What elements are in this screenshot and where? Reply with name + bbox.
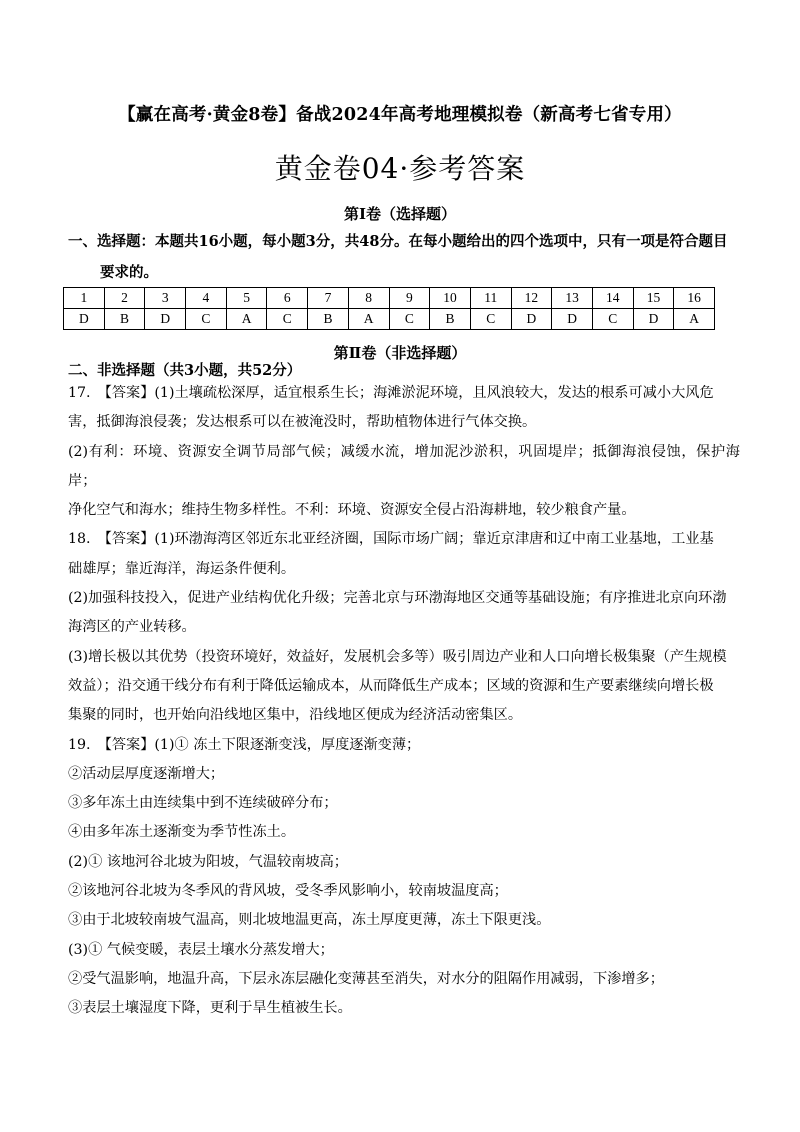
question-number-cell: 7: [308, 288, 349, 309]
answer-line: ③表层土壤湿度下降，更利于旱生植被生长。: [68, 1000, 352, 1017]
question-number-cell: 4: [186, 288, 227, 309]
question-number-cell: 5: [226, 288, 267, 309]
answer-line: (3)① 气候变暖，表层土壤水分蒸发增大；: [68, 941, 334, 958]
question-number-cell: 1: [64, 288, 105, 309]
part2-subheading: 二、非选择题（共3小题，共52分）: [68, 362, 302, 379]
question-number-cell: 2: [104, 288, 145, 309]
answer-cell: B: [104, 309, 145, 330]
answer-cell: A: [226, 309, 267, 330]
part1-instruction: [68, 226, 738, 288]
answer-cell: D: [511, 309, 552, 330]
question-number-cell: 6: [267, 288, 308, 309]
answer-cell: C: [186, 309, 227, 330]
question-number-cell: 16: [674, 288, 715, 309]
answer-cell: A: [674, 309, 715, 330]
answer-cell: C: [470, 309, 511, 330]
answer-table-number-row: [64, 288, 715, 309]
answer-line: 海湾区的产业转移。: [68, 619, 196, 636]
question-number-cell: 11: [470, 288, 511, 309]
answer-line: 础雄厚；靠近海洋，海运条件便利。: [68, 560, 296, 577]
series-title: 【赢在高考·黄金8卷】备战2024年高考地理模拟卷（新高考七省专用）: [118, 105, 682, 125]
question-number-cell: 9: [389, 288, 430, 309]
instruction-line-1: 一、选择题：本题共16小题，每小题3分，共48分。在每小题给出的四个选项中，只有一项是符合题目: [68, 233, 728, 250]
answer-line: 19. 【答案】(1)① 冻土下限逐渐变浅，厚度逐渐变薄；: [68, 736, 421, 753]
answer-line: (3)增长极以其优势（投资环境好，效益好，发展机会多等）吸引周边产业和人口向增长极集聚（产生规模: [68, 648, 727, 665]
answer-cell: C: [389, 309, 430, 330]
answer-cell: D: [64, 309, 105, 330]
answer-table-answer-row: [64, 309, 715, 330]
answer-cell: D: [145, 309, 186, 330]
answer-body: [68, 379, 740, 1024]
answer-line: 18. 【答案】(1)环渤海湾区邻近东北亚经济圈，国际市场广阔；靠近京津唐和辽中南工业基地，工业基: [68, 531, 714, 548]
document-title: 黄金卷04·参考答案: [274, 152, 526, 185]
question-number-cell: 10: [430, 288, 471, 309]
part2-heading: 第Ⅱ卷（非选择题）: [333, 344, 467, 362]
answer-cell: C: [267, 309, 308, 330]
question-number-cell: 3: [145, 288, 186, 309]
answer-line: 集聚的同时，也开始向沿线地区集中，沿线地区便成为经济活动密集区。: [68, 707, 523, 724]
question-number-cell: 15: [633, 288, 674, 309]
part1-heading: 第Ⅰ卷（选择题）: [343, 205, 457, 223]
question-number-cell: 13: [552, 288, 593, 309]
answer-line: 害，抵御海浪侵袭；发达根系可以在被淹没时，帮助植物体进行气体交换。: [68, 414, 537, 431]
answer-cell: B: [308, 309, 349, 330]
answer-line: (2)① 该地河谷北坡为阳坡，气温较南坡高；: [68, 853, 348, 870]
instruction-line-2: 要求的。: [100, 264, 158, 281]
answer-line: ②该地河谷北坡为冬季风的背风坡，受冬季风影响小，较南坡温度高；: [68, 883, 508, 900]
answer-table: [63, 287, 715, 330]
answer-line: ③多年冻土由连续集中到不连续破碎分布；: [68, 795, 338, 812]
answer-line: 17. 【答案】(1)土壤疏松深厚，适宜根系生长；海滩淤泥环境，且风浪较大，发达的根系可减小大风危: [68, 385, 714, 401]
answer-line: 效益）；沿交通干线分布有利于降低运输成本，从而降低生产成本；区域的资源和生产要素继续向增长极: [68, 677, 714, 694]
answer-cell: D: [633, 309, 674, 330]
question-number-cell: 8: [348, 288, 389, 309]
answer-line: ②活动层厚度逐渐增大；: [68, 765, 225, 782]
question-number-cell: 12: [511, 288, 552, 309]
answer-line: (2)加强科技投入，促进产业结构优化升级；完善北京与环渤海地区交通等基础设施；有序推进北京向环渤: [68, 590, 727, 607]
answer-cell: C: [592, 309, 633, 330]
answer-cell: D: [552, 309, 593, 330]
answer-line: ②受气温影响，地温升高，下层永冻层融化变薄甚至消失，对水分的阻隔作用减弱，下渗增多；: [68, 970, 664, 987]
answer-line: ③由于北坡较南坡气温高，则北坡地温更高，冻土厚度更薄，冻土下限更浅。: [68, 912, 551, 929]
answer-cell: B: [430, 309, 471, 330]
answer-line: ④由多年冻土逐渐变为季节性冻土。: [68, 824, 296, 841]
answer-cell: A: [348, 309, 389, 330]
answer-line: 净化空气和海水；维持生物多样性。不利：环境、资源安全侵占沿海耕地，较少粮食产量。: [68, 502, 636, 519]
question-number-cell: 14: [592, 288, 633, 309]
answer-line: (2)有利：环境、资源安全调节局部气候；减缓水流，增加泥沙淤积，巩固堤岸；抵御海浪侵蚀，保护海岸；: [68, 443, 740, 489]
